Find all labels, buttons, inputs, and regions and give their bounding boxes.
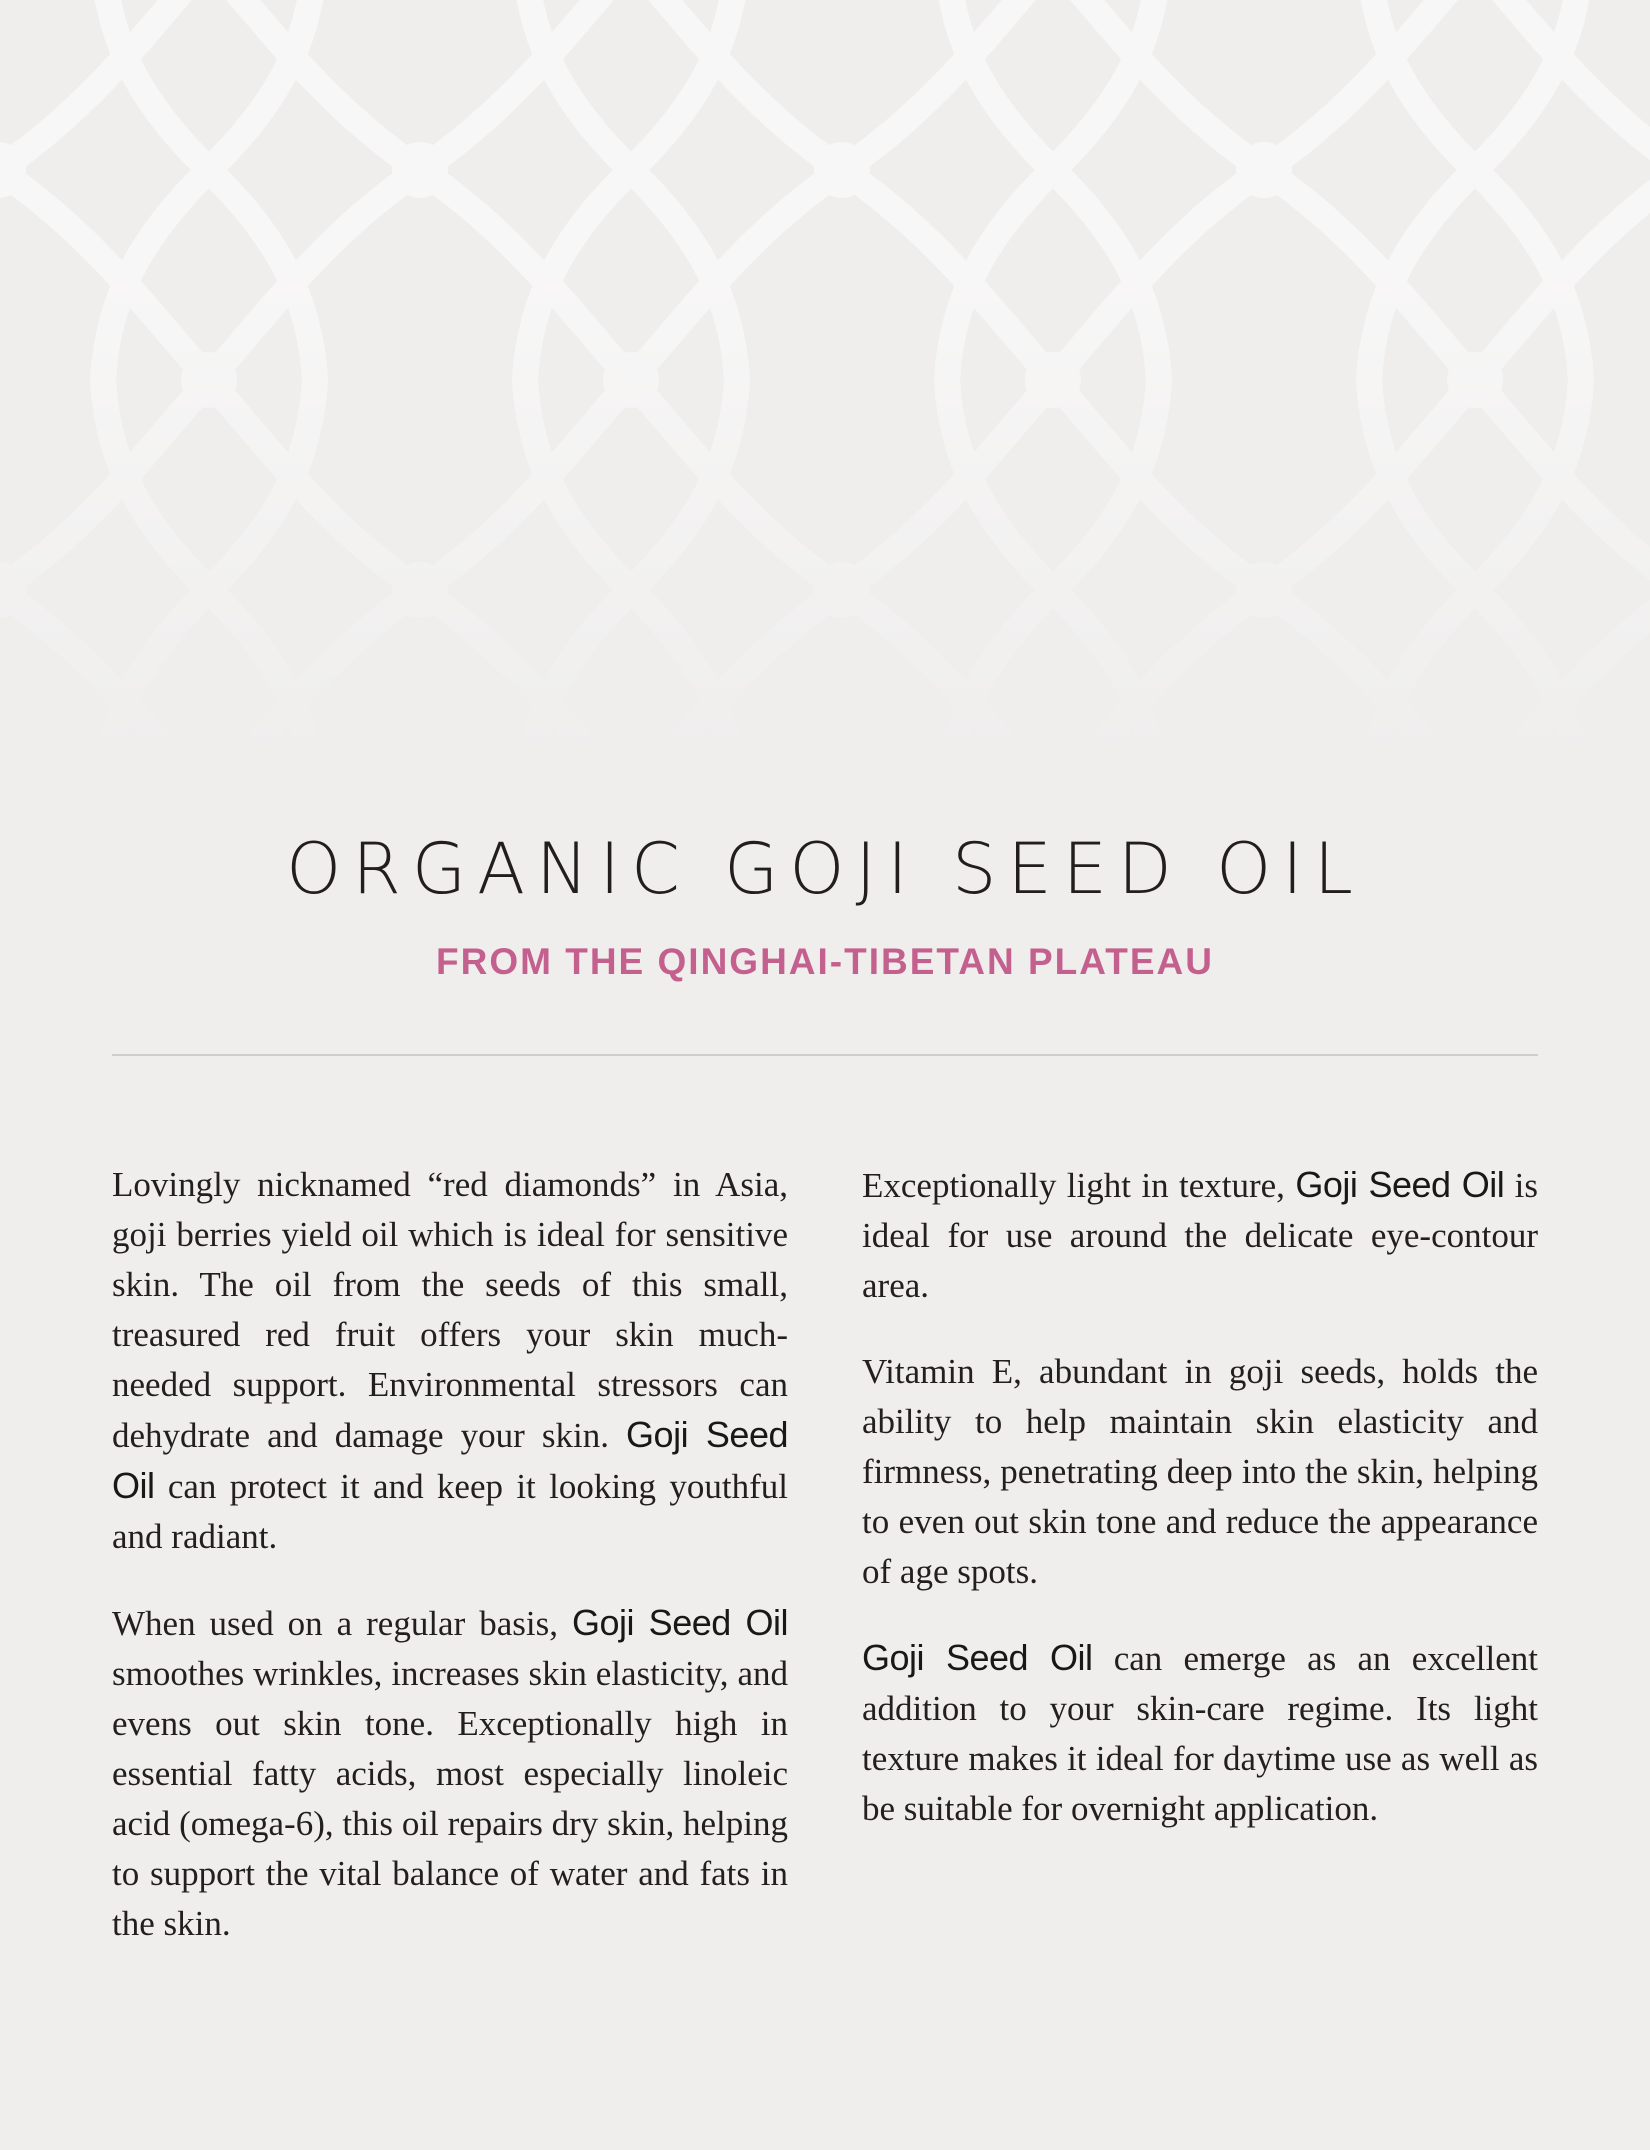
right-p1-product-name: Goji Seed Oil bbox=[1295, 1164, 1505, 1205]
right-p1-text-before: Exceptionally light in texture, bbox=[862, 1166, 1296, 1205]
left-p2-text-after: smoothes wrinkles, increases skin elasticity, and evens out skin tone. Exceptionally high in essential fatty acids, most especially linoleic acid (omega-6), this oil repairs dry skin, helping to support the vital balance of water and fats in the skin. bbox=[112, 1654, 788, 1943]
page-title: ORGANIC GOJI SEED OIL bbox=[286, 828, 1364, 910]
right-p3-text-after: can emerge as an excellent addition to your skin-care regime. Its light texture makes it ideal for daytime use as well as be suitable for overnight application. bbox=[862, 1639, 1539, 1828]
left-paragraph-2 bbox=[112, 1598, 788, 1949]
left-column bbox=[112, 1160, 788, 1985]
left-p1-product-name: Goji Seed Oil bbox=[112, 1414, 788, 1506]
decorative-pattern-background bbox=[0, 0, 1650, 760]
left-p1-text-after: can protect it and keep it looking youthful and radiant. bbox=[112, 1467, 788, 1556]
left-p2-text-before: When used on a regular basis, bbox=[112, 1604, 572, 1643]
page-subtitle: FROM THE QINGHAI-TIBETAN PLATEAU bbox=[436, 941, 1214, 982]
right-column bbox=[862, 1160, 1538, 1870]
right-p3-product-name: Goji Seed Oil bbox=[862, 1637, 1093, 1678]
pattern-fade-overlay bbox=[0, 0, 1650, 760]
left-p1-text-before: Lovingly nicknamed “red diamonds” in Asia, goji berries yield oil which is ideal for sensitive skin. The oil from the seeds of this small, treasured red fruit offers your skin much-needed support. Environmental stressors can dehydrate and damage your skin. bbox=[112, 1165, 788, 1455]
left-p2-product-name: Goji Seed Oil bbox=[571, 1602, 788, 1643]
left-paragraph-1 bbox=[112, 1160, 788, 1562]
right-p1-text-after: is ideal for use around the delicate eye-contour area. bbox=[862, 1166, 1538, 1305]
right-paragraph-1 bbox=[862, 1160, 1538, 1311]
divider-line bbox=[112, 1054, 1538, 1056]
right-paragraph-3 bbox=[862, 1633, 1538, 1834]
right-paragraph-2: Vitamin E, abundant in goji seeds, holds the ability to help maintain skin elasticity and firmness, penetrating deep into the skin, helping to even out skin tone and reduce the appearance of age spots. bbox=[862, 1352, 1538, 1591]
